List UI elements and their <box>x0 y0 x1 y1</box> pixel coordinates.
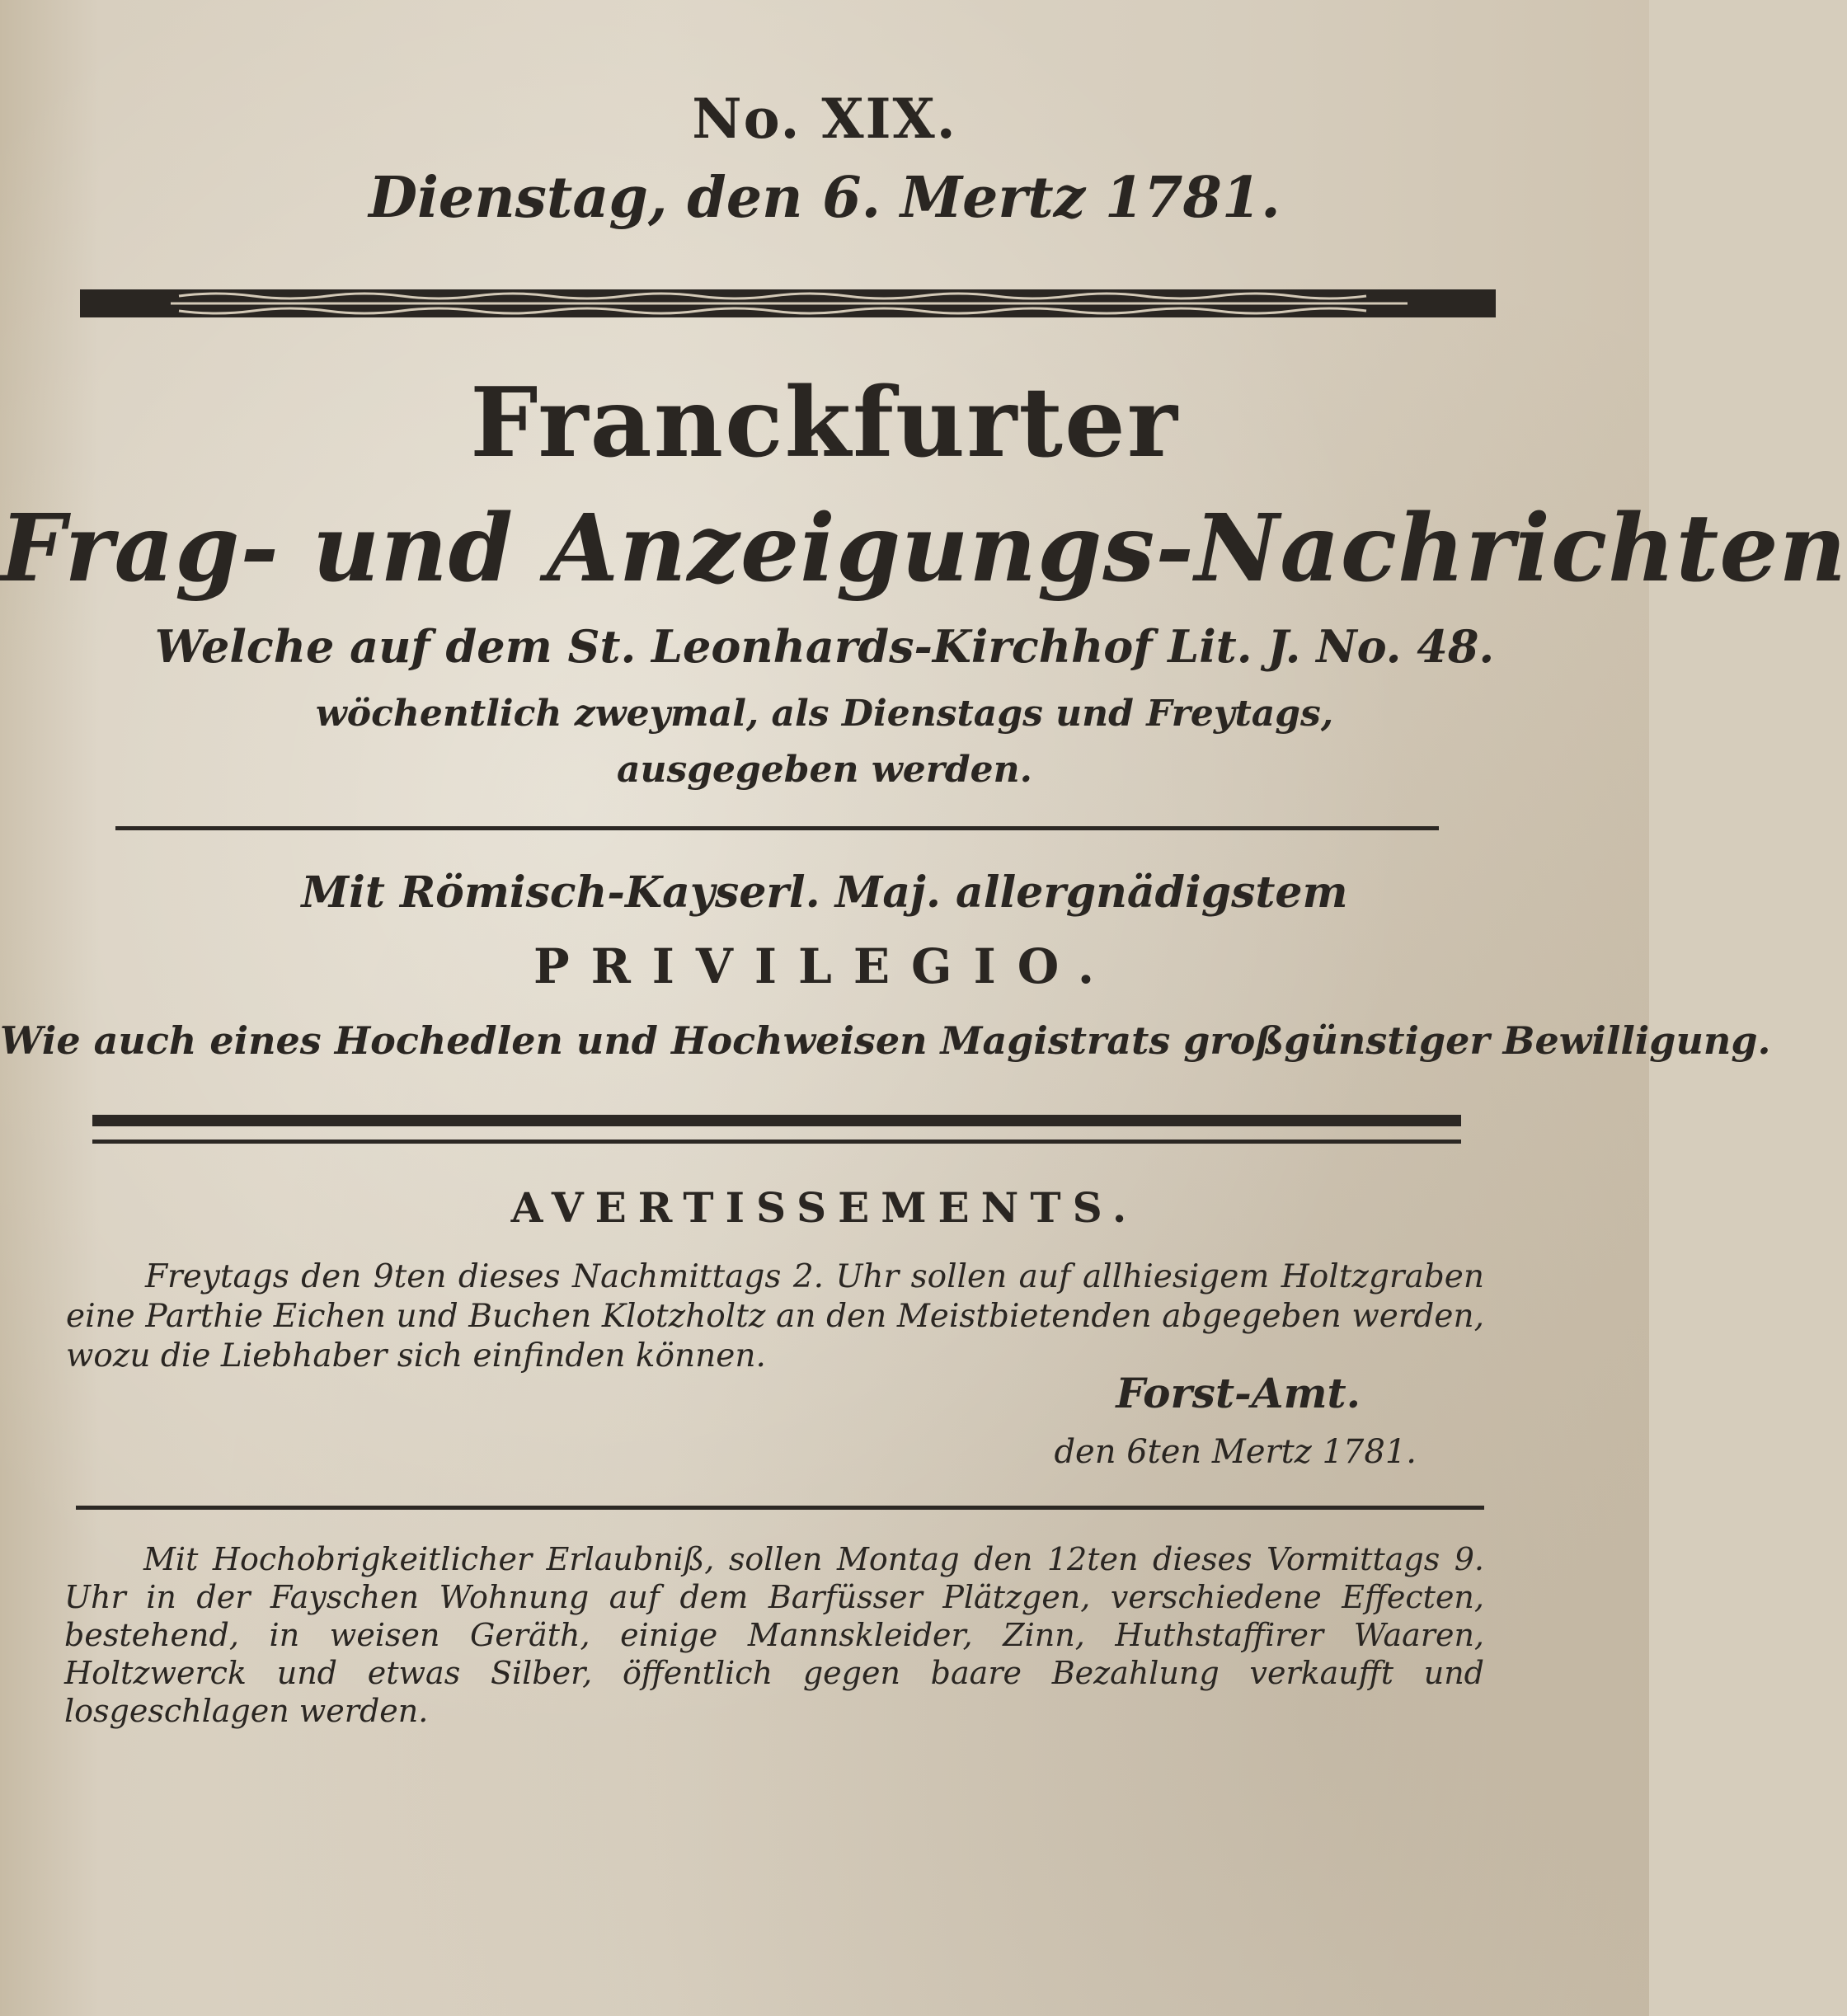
newspaper-title-line2: Frag- und Anzeigungs-Nachrichten <box>0 495 1847 603</box>
ornamental-border <box>80 284 1496 322</box>
issue-date: Dienstag, den 6. Mertz 1781. <box>369 165 1281 231</box>
publication-note: ausgegeben werden. <box>617 749 1032 791</box>
double-rule-bottom <box>92 1140 1461 1144</box>
privilege-line1: Mit Römisch-Kayserl. Maj. allergnädigstem <box>301 867 1348 918</box>
publication-address: Welche auf dem St. Leonhards-Kirchhof Lit. J. No. 48. <box>154 620 1495 673</box>
issue-number: No. XIX. <box>692 87 957 151</box>
section-heading: AVERTISSEMENTS. <box>510 1183 1139 1232</box>
divider-rule <box>115 826 1439 830</box>
publication-schedule: wöchentlich zweymal, als Dienstags und Freytags, <box>315 693 1334 735</box>
privilege-title: PRIVILEGIO. <box>533 938 1116 994</box>
newspaper-title-line1: Franckfurter <box>470 367 1179 479</box>
privilege-line3: Wie auch eines Hochedlen und Hochweisen Magistrats großgünstiger Bewilligung. <box>0 1018 1771 1063</box>
notice-signature-date: den 6ten Mertz 1781. <box>1054 1433 1417 1471</box>
divider-rule <box>76 1506 1484 1510</box>
notice-signature: Forst-Amt. <box>1116 1369 1361 1417</box>
double-rule-top <box>92 1115 1461 1126</box>
notice-effects-auction: Mit Hochobrigkeitlicher Erlaubniß, sollen Montag den 12ten dieses Vormittags 9. Uhr in der Fayschen Wohnung auf dem Barfüsser Plätzgen, verschiedene Effecten, bestehend, in weisen Geräth, einige Mannskleider, Zinn, Huthstaffirer Waaren, Holtzwerck und etwas Silber, öffentlich gegen baare Bezahlung verkaufft und losgeschlagen werden. <box>64 1541 1484 1729</box>
notice-forest-auction: Freytags den 9ten dieses Nachmittags 2. Uhr sollen auf allhiesigem Holtzgraben eine Parthie Eichen und Buchen Klotzholtz an den Meistbietenden abgegeben werden, wozu die Liebhaber sich einfinden können. <box>66 1258 1484 1375</box>
